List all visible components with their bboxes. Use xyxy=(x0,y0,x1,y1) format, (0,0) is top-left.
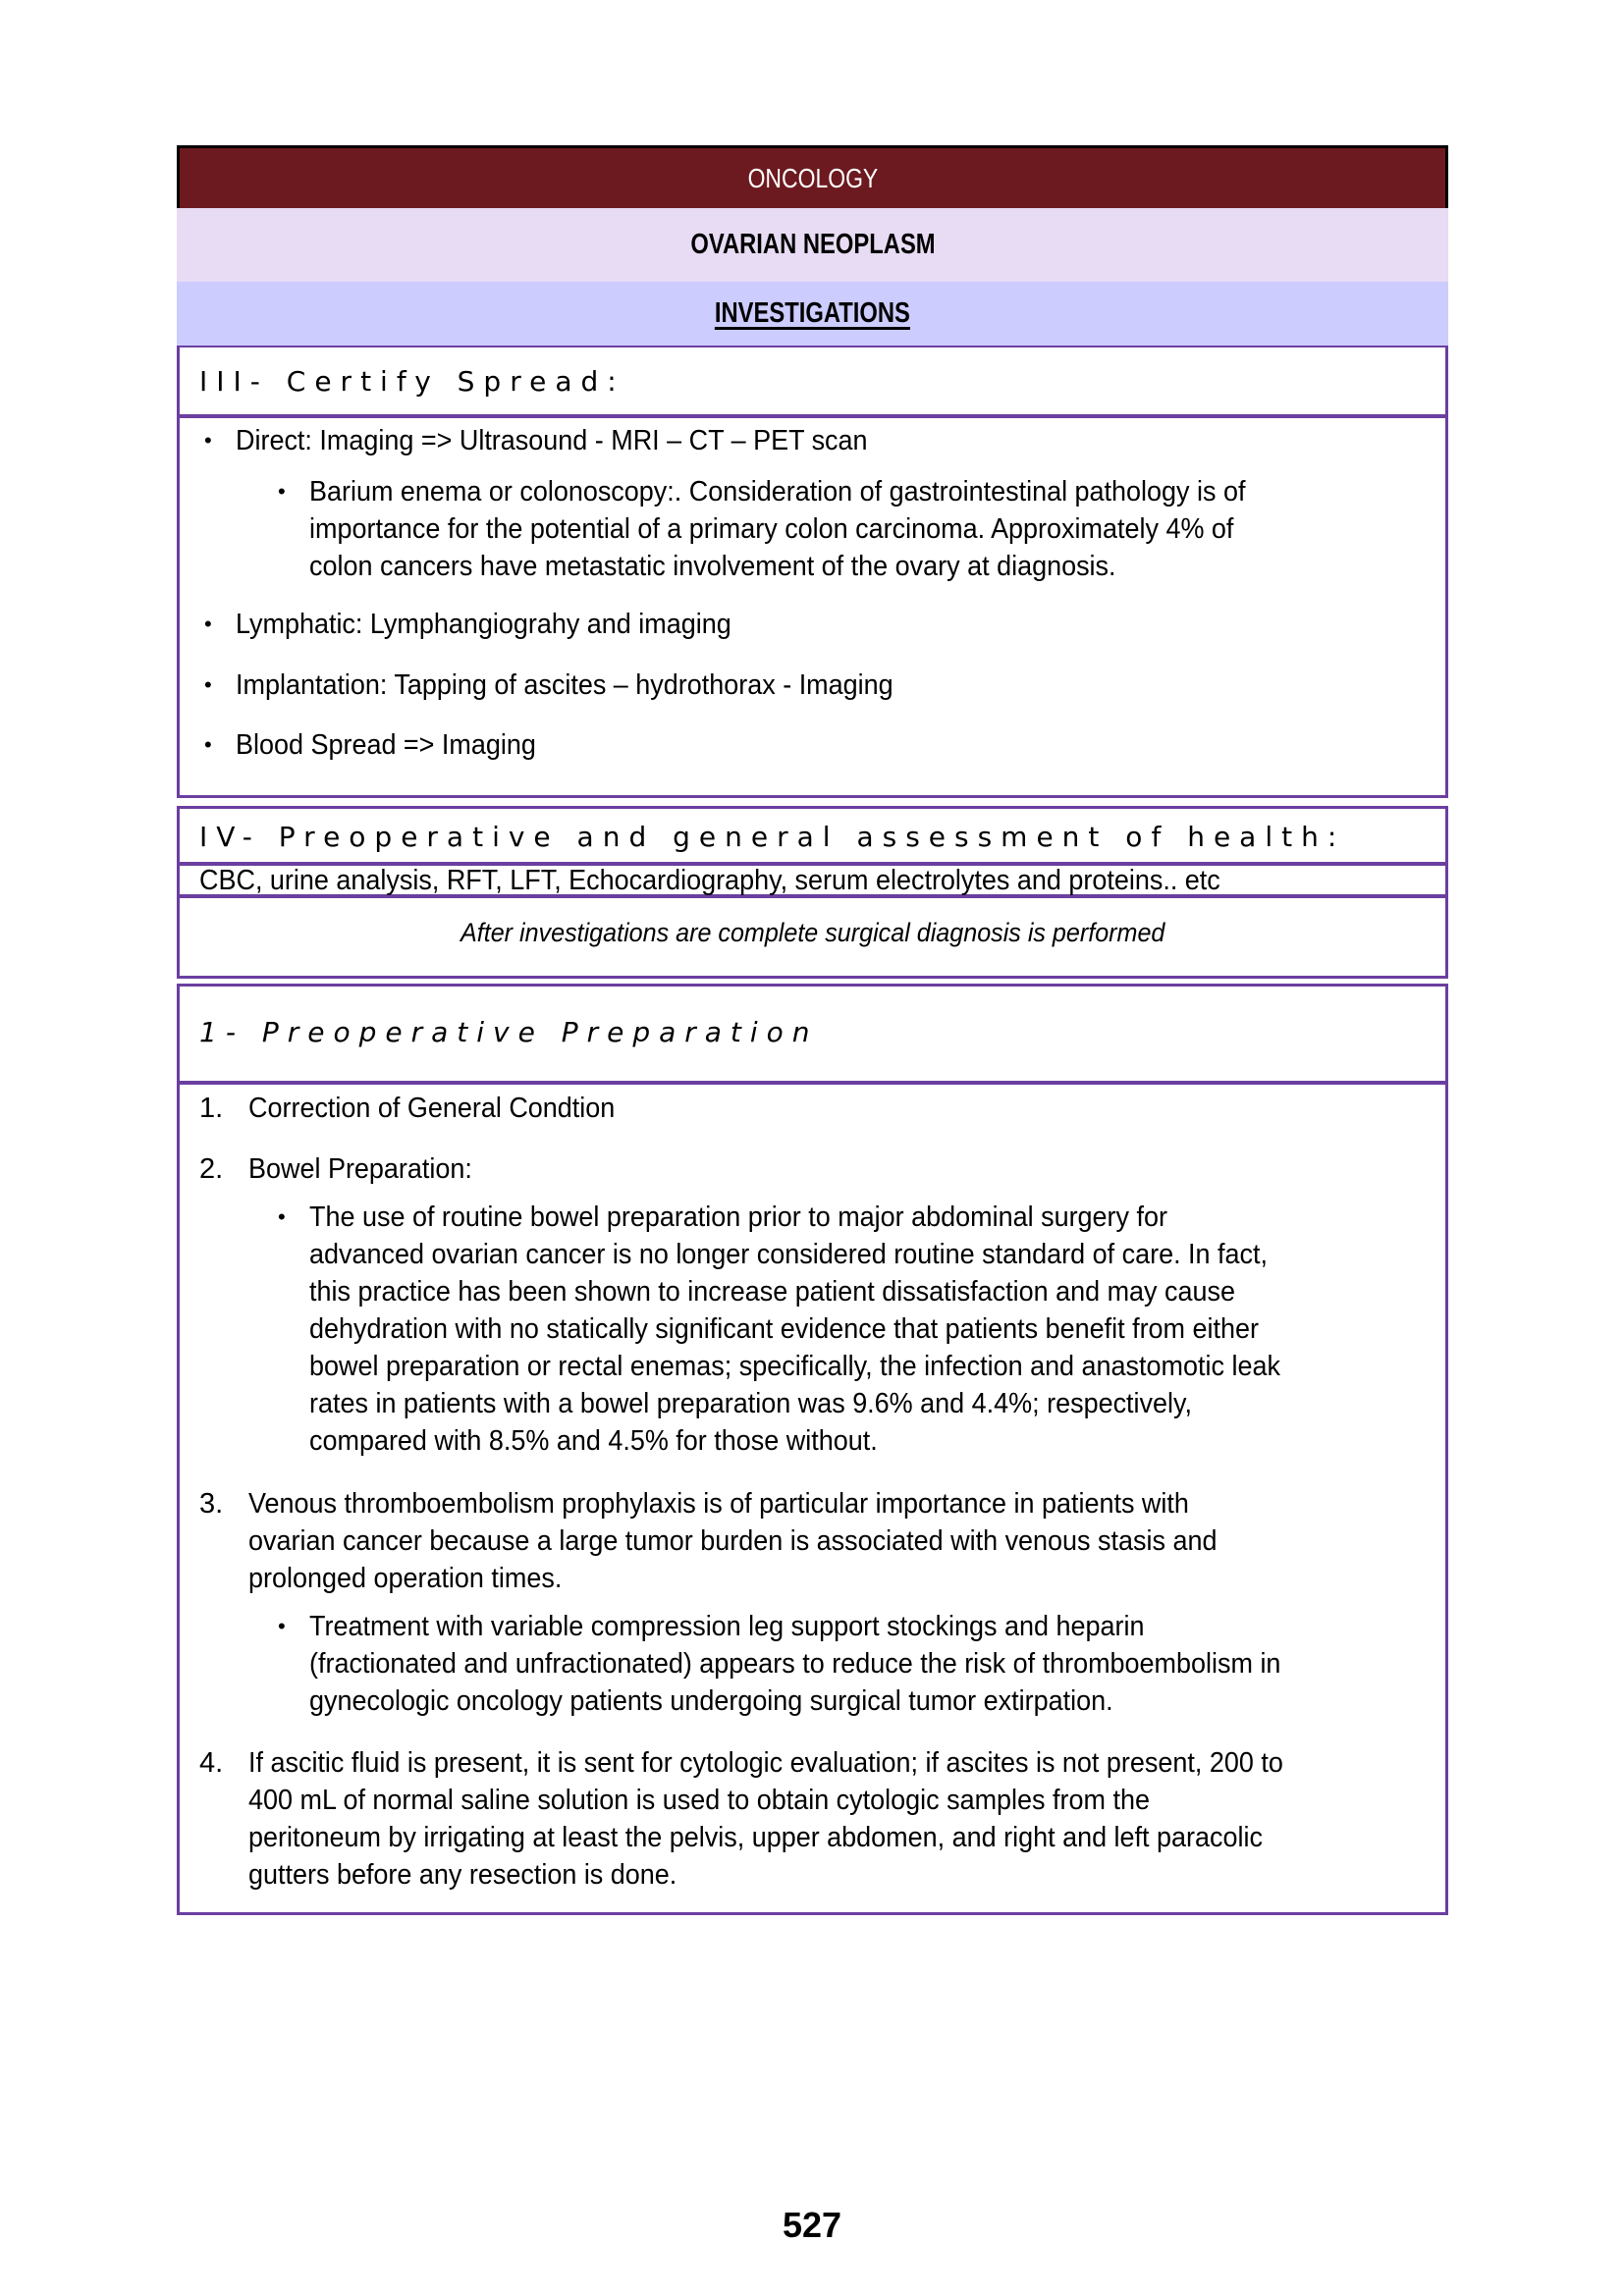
list-item-line-content: Correction of General Condtion xyxy=(248,1093,616,1124)
note-row xyxy=(180,898,1445,976)
list-item-line-content: gutters before any resection is done. xyxy=(248,1859,677,1891)
list-item-line xyxy=(248,1819,1339,1856)
sub-list-item-line xyxy=(309,1645,1354,1682)
list-item xyxy=(236,606,769,643)
section-body xyxy=(180,1085,1445,1912)
section-heading: III- Certify Spread: xyxy=(199,365,625,398)
category-band xyxy=(177,145,1448,208)
list-item-content: Implantation: Tapping of ascites – hydrothorax - Imaging xyxy=(236,669,893,701)
sub-list-item-line-content: compared with 8.5% and 4.5% for those without. xyxy=(309,1425,878,1457)
sub-list-item-line-content: gynecologic oncology patients undergoing surgical tumor extirpation. xyxy=(309,1685,1113,1717)
tests-text xyxy=(199,862,1297,899)
sub-bullet-icon: • xyxy=(278,1204,286,1229)
tests-text-content: CBC, urine analysis, RFT, LFT, Echocardiography, serum electrolytes and proteins.. etc xyxy=(199,865,1220,896)
sub-list-item-line-content: advanced ovarian cancer is no longer considered routine standard of care. In fact, xyxy=(309,1239,1269,1270)
section-heading-row xyxy=(180,987,1445,1085)
list-number: 1. xyxy=(199,1093,224,1124)
section-preoperative-assessment xyxy=(177,806,1448,979)
list-item-line xyxy=(248,1090,642,1127)
title-header xyxy=(177,145,1448,346)
list-item-line-content: Venous thromboembolism prophylaxis is of particular importance in patients with xyxy=(248,1488,1189,1520)
list-item-line xyxy=(248,1744,1361,1782)
section-certify-spread xyxy=(177,346,1448,798)
sub-list-item-line xyxy=(309,1199,1232,1236)
list-number: 3. xyxy=(199,1488,224,1520)
list-item-content: Lymphatic: Lymphangiograhy and imaging xyxy=(236,609,731,640)
section-heading: IV- Preoperative and general assessment of health: xyxy=(199,821,1346,853)
sub-list-item-line-content: Treatment with variable compression leg support stockings and heparin xyxy=(309,1611,1145,1642)
list-item-line xyxy=(248,1522,1290,1560)
sub-list-item-line xyxy=(309,1385,1259,1422)
sub-list-item-line-content: importance for the potential of a primary colon carcinoma. Approximately 4% of xyxy=(309,513,1234,545)
list-item-line-content: 400 mL of normal saline solution is used to obtain cytologic samples from the xyxy=(248,1785,1150,1816)
list-item-content: Blood Spread => Imaging xyxy=(236,729,536,761)
list-item xyxy=(236,726,559,764)
list-item-content: Direct: Imaging => Ultrasound - MRI – CT – PET scan xyxy=(236,425,868,456)
list-item-line xyxy=(248,1782,1218,1819)
sub-bullet-icon: • xyxy=(278,1614,286,1638)
section-heading-row xyxy=(180,809,1445,866)
list-item-line-content: Bowel Preparation: xyxy=(248,1153,472,1185)
sub-list-item-line-content: bowel preparation or rectal enemas; specifically, the infection and anastomotic leak xyxy=(309,1351,1280,1382)
sub-list-item-line xyxy=(309,1422,920,1460)
subtopic-title: INVESTIGATIONS xyxy=(714,297,911,329)
bullet-icon: • xyxy=(204,732,212,757)
sub-bullet-icon: • xyxy=(278,479,286,504)
sub-list-item-line xyxy=(309,473,1316,510)
list-item-line-content: prolonged operation times. xyxy=(248,1563,563,1594)
list-item-line-content: If ascitic fluid is present, it is sent for cytologic evaluation; if ascites is not present, 200 to xyxy=(248,1747,1283,1779)
bullet-icon: • xyxy=(204,672,212,697)
list-number: 4. xyxy=(199,1747,224,1779)
sub-list-item-line xyxy=(309,1682,1173,1720)
list-item-line xyxy=(248,1856,709,1894)
sub-list-item-line-content: Barium enema or colonoscopy:. Consideration of gastrointestinal pathology is of xyxy=(309,476,1246,507)
bullet-icon: • xyxy=(204,428,212,453)
sub-list-item-line xyxy=(309,510,1303,548)
list-number: 2. xyxy=(199,1153,224,1185)
sub-list-item-line xyxy=(309,1273,1305,1310)
tests-row xyxy=(180,866,1445,898)
sub-list-item-line-content: colon cancers have metastatic involvement of the ovary at diagnosis. xyxy=(309,551,1116,582)
sub-list-item-line xyxy=(309,1608,1208,1645)
sub-list-item-line-content: dehydration with no statically significant evidence that patients benefit from either xyxy=(309,1313,1259,1345)
list-item-line-content: ovarian cancer because a large tumor burden is associated with venous stasis and xyxy=(248,1525,1218,1557)
section-body xyxy=(180,418,1445,796)
list-item-line xyxy=(248,1485,1260,1522)
list-item xyxy=(236,667,943,704)
section-heading-row xyxy=(180,347,1445,418)
section-preoperative-preparation xyxy=(177,984,1448,1915)
note-text xyxy=(180,914,1445,951)
page-number: 527 xyxy=(782,2205,842,2245)
topic-band xyxy=(177,208,1448,282)
list-item xyxy=(236,422,915,459)
sub-list-item-line xyxy=(309,1236,1339,1273)
sub-list-item-line-content: (fractionated and unfractionated) appears to reduce the risk of thromboembolism in xyxy=(309,1648,1281,1680)
list-item-line-content: peritoneum by irrigating at least the pelvis, upper abdomen, and right and left paracolic xyxy=(248,1822,1263,1853)
topic-title: OVARIAN NEOPLASM xyxy=(689,229,936,260)
list-item-line xyxy=(248,1560,585,1597)
sub-list-item-line-content: this practice has been shown to increase patient dissatisfaction and may cause xyxy=(309,1276,1235,1308)
sub-list-item-line-content: The use of routine bowel preparation prior to major abdominal surgery for xyxy=(309,1201,1167,1233)
note-text-content: After investigations are complete surgical diagnosis is performed xyxy=(460,918,1165,947)
sub-list-item-line xyxy=(309,548,1176,585)
bullet-icon: • xyxy=(204,612,212,636)
subtopic-band xyxy=(177,282,1448,346)
sub-list-item-line-content: rates in patients with a bowel preparation was 9.6% and 4.4%; respectively, xyxy=(309,1388,1193,1419)
sub-list-item-line xyxy=(309,1348,1353,1385)
category-title: ONCOLOGY xyxy=(747,162,878,193)
list-item-line xyxy=(248,1150,489,1188)
section-heading: 1- Preoperative Preparation xyxy=(199,1016,819,1048)
sub-list-item-line xyxy=(309,1310,1330,1348)
